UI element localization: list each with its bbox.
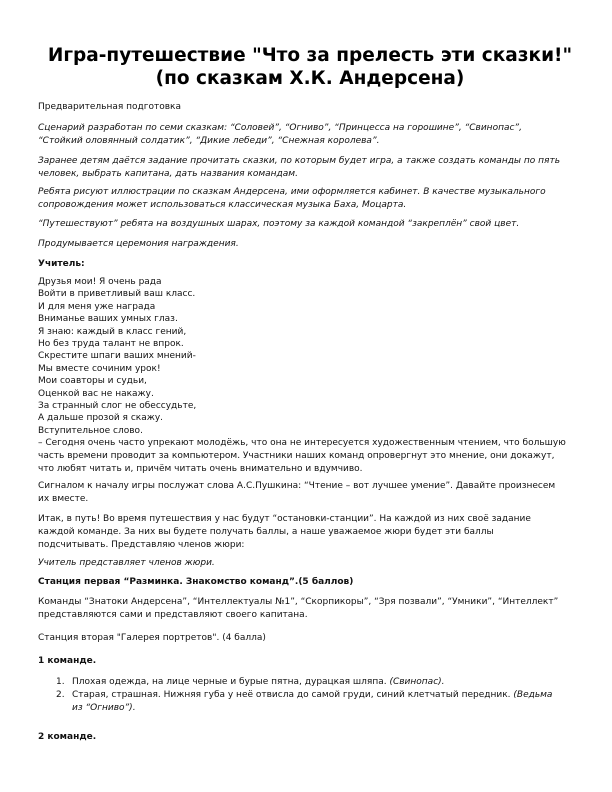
team2-label: 2 команде. [38,732,97,742]
teams-paragraph: Команды “Знатоки Андерсена”, “Интеллектуалы №1”, “Скорпикоры”, “Зря позвали”, “Умники”, “Интеллект” представляются сами и представляют своего капитана. [38,597,559,621]
list-text: Плохая одежда, на лице черные и бурые пятна, дурацкая шляпа. [72,677,387,687]
list-answer: (Свинопас). [389,677,445,687]
signal-paragraph: Сигналом к началу игры послужат слова А.С.Пушкина: “Чтение – вот лучшее умение”. Давайте произнесем их вместе. [38,481,556,505]
journey-paragraph: Итак, в путь! Во время путешествия у нас будут “остановки-станции”. На каждой из них своё задание каждой команде. За них вы будете получать баллы, а наше уважаемое жюри будет эти баллы подсчитывать. Представляю членов жюри: [38,514,531,551]
jury-note: Учитель представляет членов жюри. [38,558,215,568]
list-number: 2. [56,690,65,700]
prep-paragraph: “Путешествуют” ребята на воздушных шарах, поэтому за каждой командой “закреплён” свой цвет. [38,219,520,229]
document-title: Игра-путешествие "Что за прелесть эти сказки!" (по сказкам Х.К. Андерсена) [47,45,573,89]
prep-paragraph: Сценарий разработан по семи сказкам: “Соловей”, “Огниво”, “Принцесса на горошине”, “Свинопас”, “Стойкий оловянный солдатик”, “Дикие лебеди”, “Снежная королева”. [38,123,522,147]
station1-heading: Станция первая “Разминка. Знакомство команд”.(5 баллов) [38,577,354,587]
poem-line: Друзья мои! Я очень рада [38,277,162,287]
intro-paragraph: – Сегодня очень часто упрекают молодёжь, что она не интересуется художественным чтением, что большую часть времени проводит за компьютером. Участники наших команд опровергнут это мнение, они докажут, что любят читать и, причём читать очень внимательно и вдумчиво. [38,438,566,475]
poem-line: Но без труда талант не впрок. [38,339,184,350]
team1-label: 1 команде. [38,656,97,666]
poem-line: Оценкой вас не накажу. [38,388,154,399]
teacher-label: Учитель: [38,259,85,269]
poem-line: Мои соавторы и судьи, [38,376,147,387]
poem-line: Вступительное слово. [38,425,143,436]
prep-heading: Предварительная подготовка [38,102,181,112]
poem-line: А дальше прозой я скажу. [38,413,164,424]
poem-line: Вниманье ваших умных глаз. [38,314,178,325]
poem-line: И для меня уже награда [38,301,156,312]
poem-line: Мы вместе сочиним урок! [38,363,161,374]
list-answer: (Ведьма из “Огниво”). [72,690,553,713]
teacher-poem [38,276,566,437]
poem-line: Войти в приветливый ваш класс. [38,289,196,300]
prep-paragraph: Продумывается церемония награждения. [38,239,239,249]
poem-line: За странный слог не обессудьте, [38,401,197,412]
poem-line: Я знаю: каждый в класс гений, [38,326,187,337]
prep-paragraph: Ребята рисуют иллюстрации по сказкам Андерсена, ими оформляется кабинет. В качестве музыкального сопровождения может использоваться классическая музыка Баха, Моцарта. [38,187,546,211]
list-number: 1. [56,677,65,687]
prep-paragraph: Заранее детям даётся задание прочитать сказки, по которым будет игра, а также создать команды по пять человек, выбрать капитана, дать названия командам. [38,156,560,180]
poem-line: Скрестите шпаги ваших мнений- [38,351,196,362]
station2-heading: Станция вторая "Галерея портретов". (4 балла) [38,633,266,643]
list-text: Старая, страшная. Нижняя губа у неё отвисла до самой груди, синий клетчатый передник. [72,690,511,700]
